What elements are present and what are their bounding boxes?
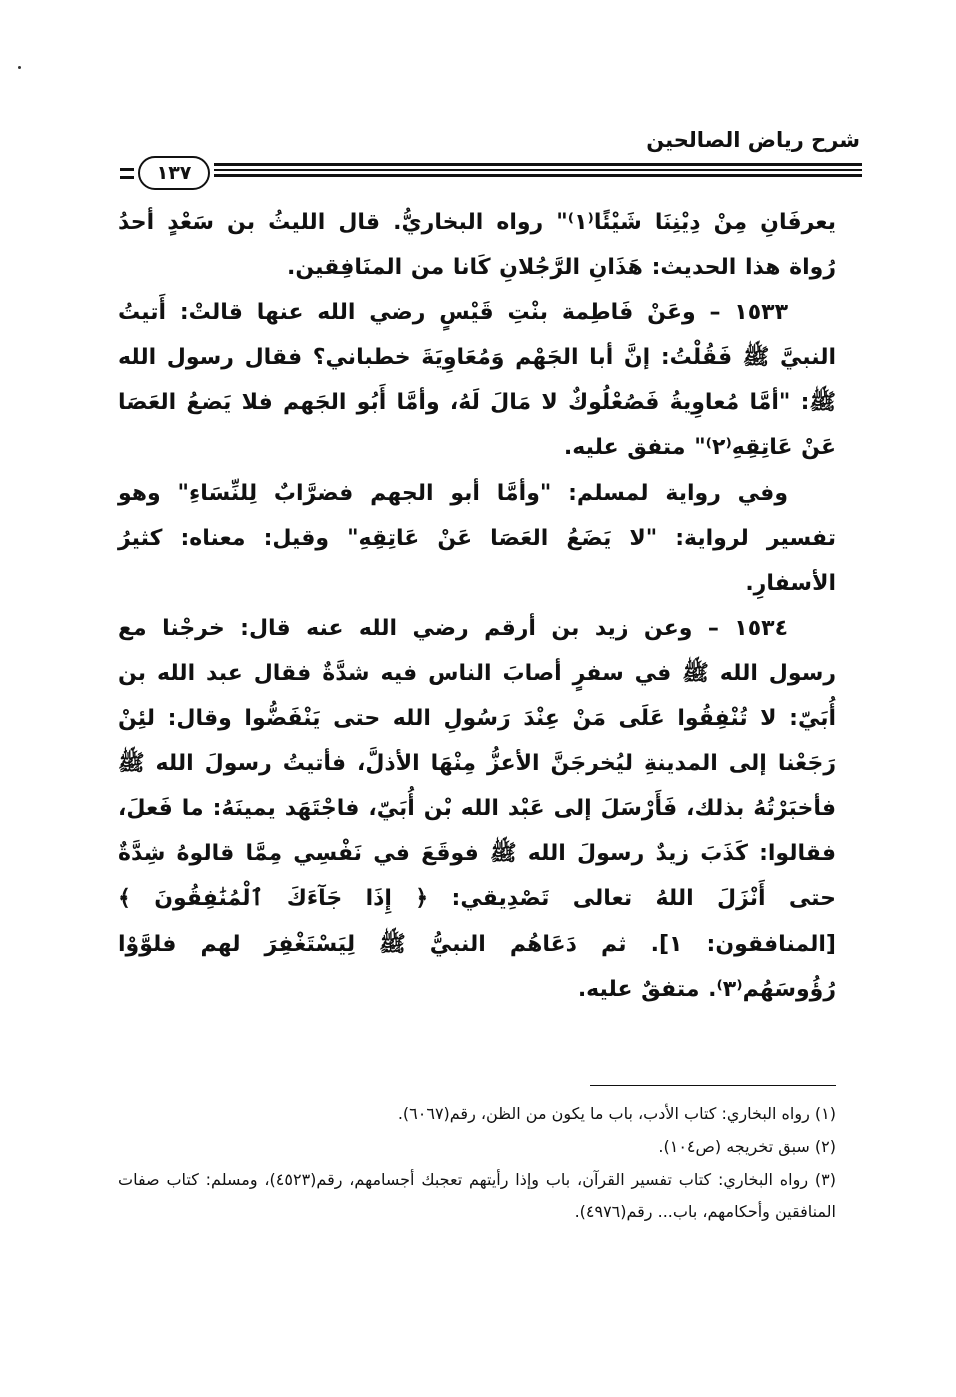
hadith-1534: ١٥٣٤ – وعن زيد بن أرقم رضي الله عنه قال: خرجْنا مع رسول الله ﷺ في سفرٍ أصابَ الناس فيه شدَّةٌ فقال عبد الله بن أُبَيّ: لا تُنْفِقُوا عَلَى مَنْ عِنْدَ رَسُولِ الله حتى يَنْفَضُّوا وقال: لئِنْ رَجَعْنا إلى المدينةِ ليُخرجَنَّ الأعزُّ مِنْهَا الأذلَّ، فأتيتُ رسولَ الله ﷺ فأخبَرْتُهُ بذلك، فَأَرْسَلَ إلى عَبْد الله بْن أُبَيّ، فاجْتَهَد يمينَهُ: ما فَعلَ، فقالوا: كَذَبَ زيدٌ رسولَ الله ﷺ فوقَعَ في نَفْسِي مِمَّا قالوهُ شِدَّةٌ حتى أَنْزَلَ اللهُ تعالى تَصْدِيقي: ﴿ إِذَا جَآءَكَ ٱلْمُنَٰفِقُونَ ﴾ [المنافقون: ١]. ثم دَعَاهُم النبيُّ ﷺ لِيَسْتَغْفِرَ لهم فلوَّوْا رُؤُوسَهُم⁽٣⁾. متفقٌ عليه.	[118, 615, 836, 1002]
paragraph: يعرفَانِ مِنْ دِيْنِنَا شَيْئًا⁽١⁾" رواه البخاريُّ. قال الليثُ بن سَعْدٍ أحدُ رُواة هذا الحديث: هَذَانِ الرَّجُلانِ كَانا من المنَافِقين.	[118, 210, 836, 281]
footnote: (١) رواه البخاري: كتاب الأدب، باب ما يكون من الظن، رقم(٦٠٦٧).	[397, 1104, 836, 1123]
main-text	[118, 200, 836, 1012]
page-number-tick	[120, 168, 134, 171]
header-rule	[214, 169, 862, 171]
footnote: (٢) سبق تخريجه (ص١٠٤).	[658, 1136, 836, 1156]
footnote: (٣) رواه البخاري: كتاب تفسير القرآن، باب وإذا رأيتهم تعجبك أجسامهم، رقم(٤٥٢٣)، ومسلم: كتاب صفات المنافقين وأحكامهم، باب... رقم(٤٩٧٦).	[118, 1169, 836, 1222]
paragraph: وفي رواية لمسلم: "وأمَّا أبو الجهم فضرَّابٌ لِلنِّسَاءِ" وهو تفسير لرواية: "لا يَضَعُ العَصَا عَنْ عَاتِقِهِ" وقيل: معناه: كثيرُ الأسفارِ.	[118, 480, 836, 596]
header-rule	[214, 174, 862, 177]
page-number-badge	[138, 156, 210, 190]
header-rule	[214, 163, 862, 166]
page-number-tick	[120, 176, 134, 179]
footnote-separator	[590, 1085, 836, 1086]
hadith-1533: ١٥٣٣ – وعَنْ فَاطِمة بنْتِ قَيْسٍ رضي الله عنها قالتْ: أَتيتُ النبيَّ ﷺ فَقُلْتُ: إنَّ أبا الجَهْم وَمُعَاوِيَةَ خطباني؟ فقال رسول الله ﷺ: "أمَّا مُعاوِيةُ فَصُعْلُوكٌ لا مَالَ لَهُ، وأمَّا أَبُو الجَهم فلا يَضعُ العَصَا عَنْ عَاتِقِهِ⁽٢⁾" متفق عليه.	[118, 300, 836, 461]
footnotes	[118, 1098, 836, 1229]
page-number: ١٣٧	[156, 162, 192, 184]
book-title: شرح رياض الصالحين	[646, 128, 860, 152]
stray-dot	[18, 66, 21, 69]
